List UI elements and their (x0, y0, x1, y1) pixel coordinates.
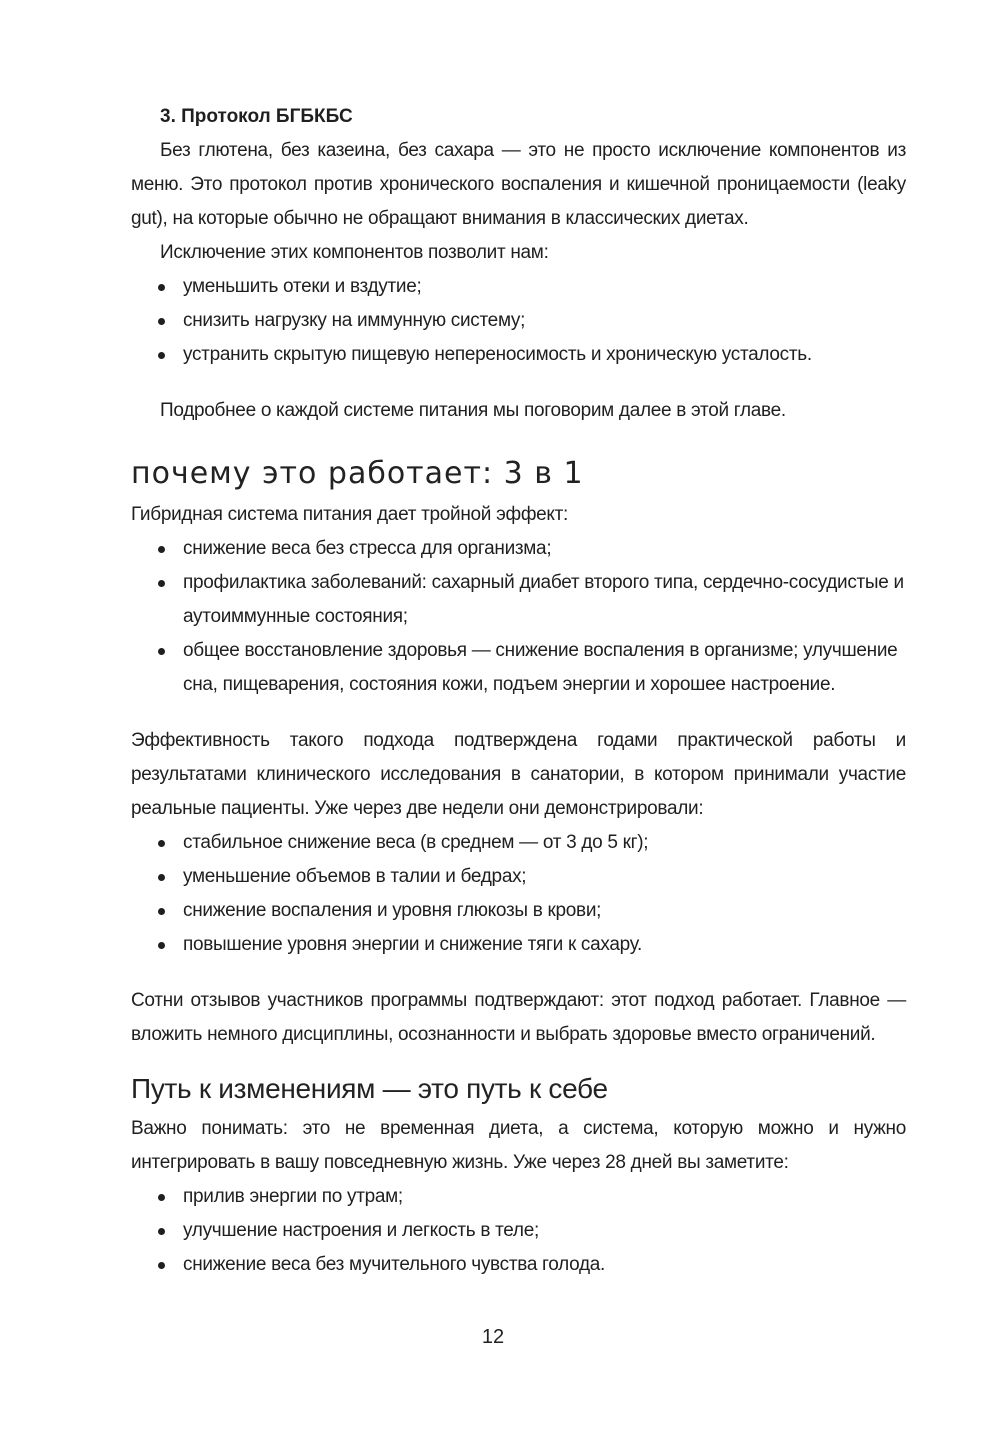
bullet-icon (158, 1228, 165, 1235)
list-item (183, 1248, 906, 1282)
list-item-text: стабильное снижение веса (в среднем — от 3 до 5 кг); (183, 832, 649, 853)
list-item (183, 894, 906, 928)
paragraph: Важно понимать: это не временная диета, а система, которую можно и нужно интегрировать в вашу повседневную жизнь. Уже через 28 дней вы заметите: (131, 1118, 906, 1173)
list-item-text: снижение веса без мучительного чувства голода. (183, 1254, 606, 1275)
bullet-icon (158, 1194, 165, 1201)
bullet-icon (158, 546, 165, 553)
list-item-text: профилактика заболеваний: сахарный диабет второго типа, сердечно-сосудистые и аутоиммунные состояния; (183, 572, 904, 627)
bullet-list (131, 826, 906, 962)
list-item (183, 566, 906, 634)
bullet-list (131, 1180, 906, 1282)
list-item (183, 338, 906, 372)
list-item-text: улучшение настроения и легкость в теле; (183, 1220, 539, 1241)
bullet-icon (158, 874, 165, 881)
list-item-text: уменьшить отеки и вздутие; (183, 276, 422, 297)
list-item (183, 304, 906, 338)
list-item-text: повышение уровня энергии и снижение тяги к сахару. (183, 934, 642, 955)
list-item (183, 1180, 906, 1214)
bullet-icon (158, 908, 165, 915)
page-content (131, 100, 906, 1282)
paragraph: Подробнее о каждой системе питания мы поговорим далее в этой главе. (160, 400, 786, 421)
list-item-text: общее восстановление здоровья — снижение воспаления в организме; улучшение сна, пищеварения, состояния кожи, подъем энергии и хорошее настроение. (183, 640, 898, 695)
list-item-text: снижение веса без стресса для организма; (183, 538, 552, 559)
list-item-text: прилив энергии по утрам; (183, 1186, 403, 1207)
list-item-text: устранить скрытую пищевую непереносимость и хроническую усталость. (183, 344, 812, 365)
list-item (183, 826, 906, 860)
list-item-text: снижение воспаления и уровня глюкозы в крови; (183, 900, 602, 921)
list-item (183, 634, 906, 702)
paragraph: Исключение этих компонентов позволит нам: (160, 242, 549, 263)
paragraph: Эффективность такого подхода подтверждена годами практической работы и результатами клинического исследования в санатории, в котором принимали участие реальные пациенты. Уже через две недели они демонстрировали: (131, 730, 906, 819)
section-title: 3. Протокол БГБКБС (160, 106, 353, 127)
paragraph: Без глютена, без казеина, без сахара — это не просто исключение компонентов из меню. Это протокол против хронического воспаления и кишечной проницаемости (leaky gut), на которые обычно не обращают внимания в классических диетах. (131, 140, 906, 229)
bullet-list (131, 532, 906, 702)
list-item (183, 532, 906, 566)
bullet-icon (158, 284, 165, 291)
paragraph: Гибридная система питания дает тройной эффект: (131, 504, 569, 525)
list-item-text: уменьшение объемов в талии и бедрах; (183, 866, 527, 887)
bullet-icon (158, 942, 165, 949)
list-item (183, 860, 906, 894)
list-item-text: снизить нагрузку на иммунную систему; (183, 310, 526, 331)
bullet-icon (158, 840, 165, 847)
bullet-icon (158, 1262, 165, 1269)
section-heading: Путь к изменениям — это путь к себе (131, 1073, 608, 1104)
bullet-icon (158, 580, 165, 587)
bullet-icon (158, 648, 165, 655)
paragraph: Сотни отзывов участников программы подтверждают: этот подход работает. Главное — вложить немного дисциплины, осознанности и выбрать здоровье вместо ограничений. (131, 990, 906, 1045)
bullet-list (131, 270, 906, 372)
page-number: 12 (481, 1326, 505, 1348)
bullet-icon (158, 318, 165, 325)
section-heading: почему это работает: 3 в 1 (131, 456, 584, 491)
list-item (183, 1214, 906, 1248)
list-item (183, 928, 906, 962)
bullet-icon (158, 352, 165, 359)
list-item (183, 270, 906, 304)
